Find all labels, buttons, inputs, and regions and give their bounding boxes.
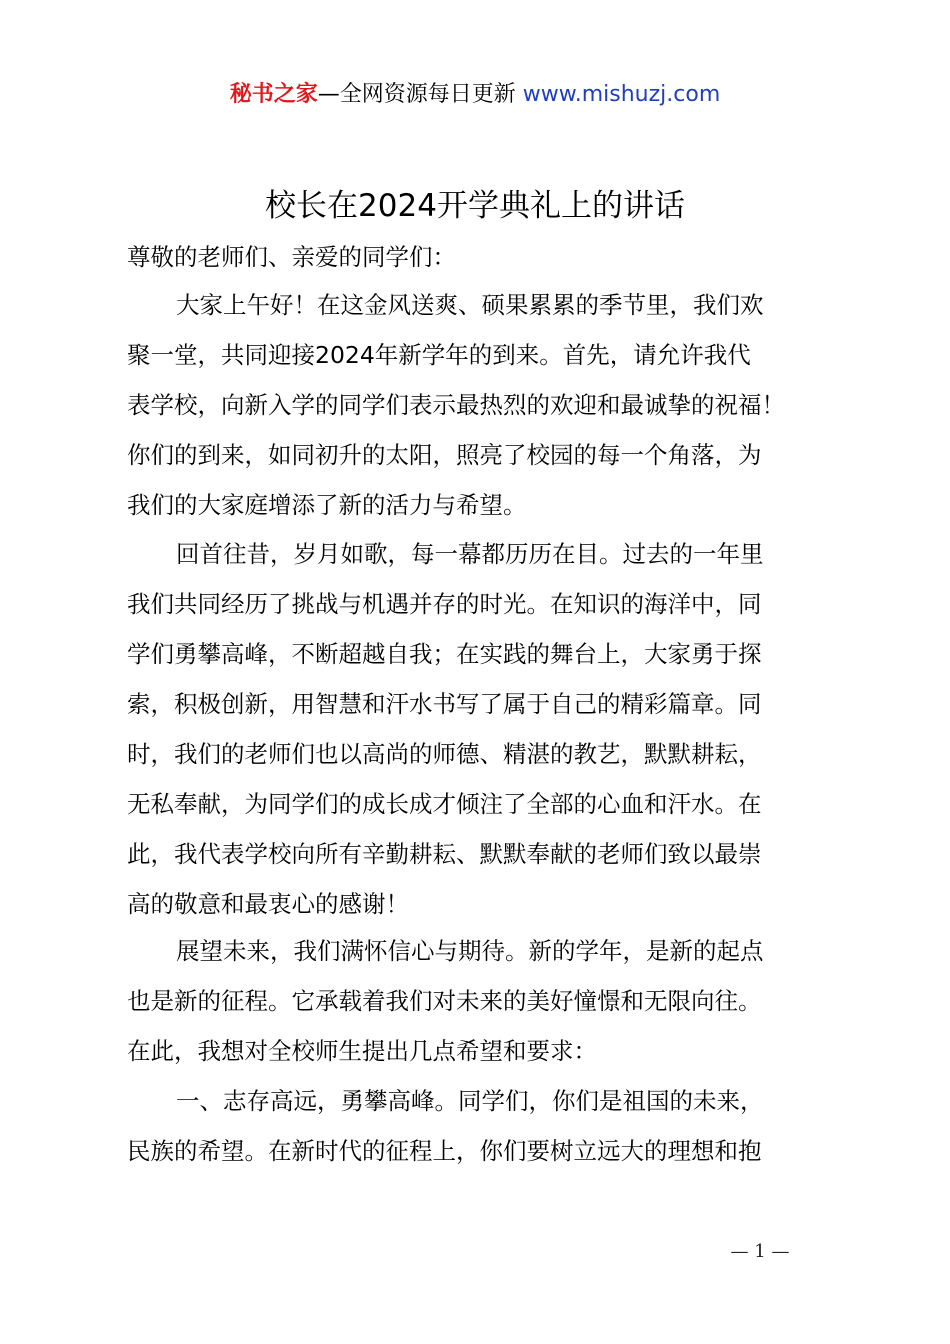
- paragraph-line: 大家上午好！在这金风送爽、硕果累累的季节里，我们欢: [176, 291, 764, 319]
- header-tagline: —全网资源每日更新: [317, 82, 516, 107]
- paragraph-1: [127, 280, 847, 530]
- brand-name: 秘书之家: [229, 82, 318, 107]
- site-url-link[interactable]: www.mishuzj.com: [522, 82, 721, 107]
- page-number: — 1 —: [730, 1241, 790, 1262]
- paragraph-line: 表学校，向新入学的同学们表示最热烈的欢迎和最诚挚的祝福！: [127, 391, 785, 419]
- paragraph-line: 时，我们的老师们也以高尚的师德、精湛的教艺，默默耕耘，: [127, 740, 762, 768]
- paragraph-3: [127, 926, 847, 1076]
- paragraph-line: 也是新的征程。它承载着我们对未来的美好憧憬和无限向往。: [127, 987, 762, 1015]
- paragraph-line: 此，我代表学校向所有辛勤耕耘、默默奉献的老师们致以最崇: [127, 840, 762, 868]
- paragraph-line: 我们的大家庭增添了新的活力与希望。: [127, 491, 527, 519]
- paragraph-line: 民族的希望。在新时代的征程上，你们要树立远大的理想和抱: [127, 1137, 762, 1165]
- paragraph-line: 聚一堂，共同迎接2024年新学年的到来。首先，请允许我代: [127, 341, 751, 369]
- salutation: 尊敬的老师们、亲爱的同学们：: [127, 243, 456, 271]
- paragraph-line: 一、志存高远，勇攀高峰。同学们，你们是祖国的未来，: [176, 1087, 764, 1115]
- paragraph-2: [127, 529, 847, 929]
- paragraph-line: 我们共同经历了挑战与机遇并存的时光。在知识的海洋中，同: [127, 590, 762, 618]
- paragraph-line: 回首往昔，岁月如歌，每一幕都历历在目。过去的一年里: [176, 540, 764, 568]
- paragraph-line: 你们的到来，如同初升的太阳，照亮了校园的每一个角落，为: [127, 441, 762, 469]
- paragraph-line: 无私奉献，为同学们的成长成才倾注了全部的心血和汗水。在: [127, 790, 762, 818]
- paragraph-line: 索，积极创新，用智慧和汗水书写了属于自己的精彩篇章。同: [127, 690, 762, 718]
- paragraph-4: [127, 1076, 847, 1176]
- paragraph-line: 展望未来，我们满怀信心与期待。新的学年，是新的起点: [176, 937, 764, 965]
- document-title: 校长在2024开学典礼上的讲话: [265, 188, 685, 224]
- site-header: [0, 78, 950, 112]
- paragraph-line: 高的敬意和最衷心的感谢！: [127, 890, 409, 918]
- paragraph-line: 学们勇攀高峰，不断超越自我；在实践的舞台上，大家勇于探: [127, 640, 762, 668]
- paragraph-line: 在此，我想对全校师生提出几点希望和要求：: [127, 1037, 597, 1065]
